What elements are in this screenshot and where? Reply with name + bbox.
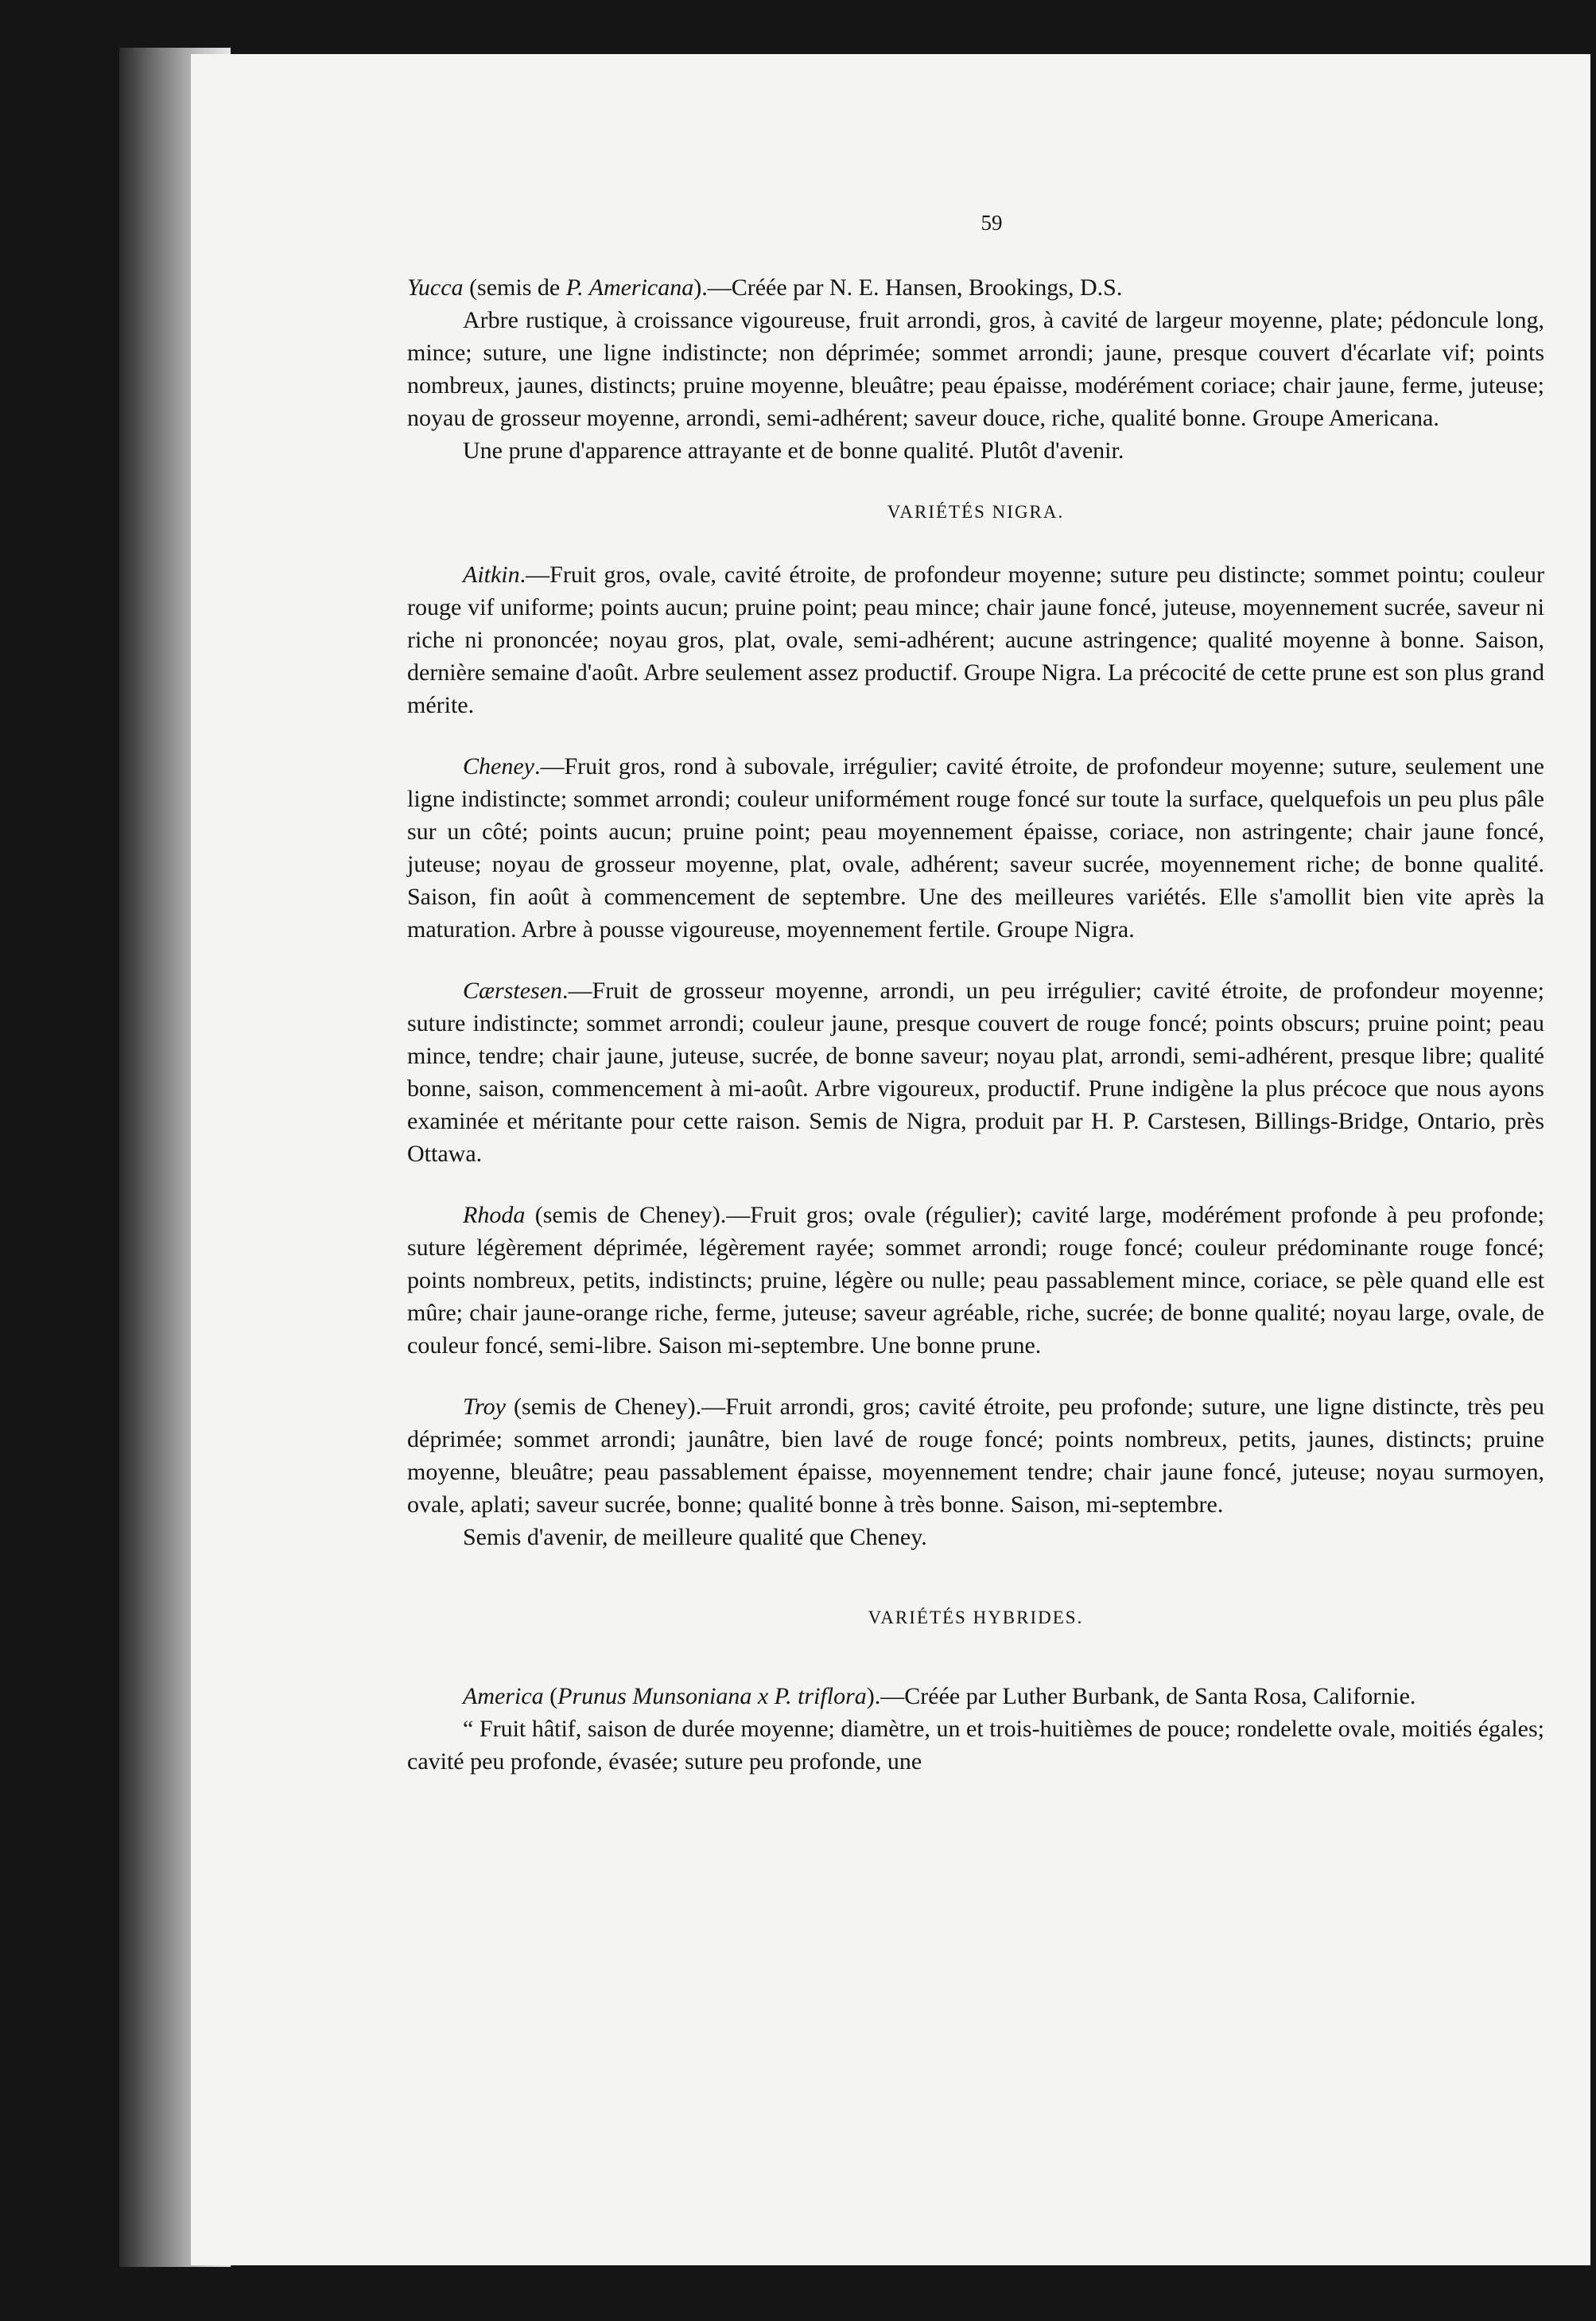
- entry-cheney: [407, 750, 1544, 946]
- variety-name-rhoda: Rhoda: [463, 1202, 526, 1228]
- yucca-lead-species: P. Americana: [565, 274, 694, 301]
- variety-name-troy: Troy: [463, 1394, 506, 1420]
- yucca-lead-tail: ).—Créée par N. E. Hansen, Brookings, D.S.: [693, 274, 1123, 301]
- section-heading-nigra: VARIÉTÉS NIGRA.: [887, 502, 1065, 522]
- america-quote: “ Fruit hâtif, saison de durée moyenne; diamètre, un et trois-huitièmes de pouce; rondelette ovale, moitiés égales; cavité peu profonde, évasée; suture peu profonde, une: [407, 1716, 1544, 1775]
- variety-name-yucca: Yucca: [407, 274, 464, 301]
- variety-name-aitkin: Aitkin: [463, 562, 520, 588]
- cheney-description: .—Fruit gros, rond à subovale, irrégulier; cavité étroite, de profondeur moyenne; suture, seulement une ligne indistincte; sommet arrondi; couleur uniformément rouge foncé sur toute la surface, quelquefois un peu plus pâle sur un côté; points aucun; pruine point; peau moyennement épaisse, coriace, non astringente; chair jaune foncé, juteuse; noyau de grosseur moyenne, plat, ovale, adhérent; saveur sucrée, moyennement riche; de bonne qualité. Saison, fin août à commencement de septembre. Une des meilleures variétés. Elle s'amollit bien vite après la maturation. Arbre à pousse vigoureuse, moyennement fertile. Groupe Nigra.: [407, 753, 1544, 943]
- variety-name-america: America: [463, 1683, 544, 1709]
- troy-note: Semis d'avenir, de meilleure qualité que Cheney.: [463, 1524, 927, 1550]
- variety-name-cheney: Cheney: [463, 753, 534, 779]
- rhoda-description: (semis de Cheney).—Fruit gros; ovale (régulier); cavité large, modérément profonde à peu profonde; suture légèrement déprimée, légèrement rayée; sommet arrondi; rouge foncé; couleur prédominante rouge foncé; points nombreux, petits, indistincts; pruine, légère ou nulle; peau passablement mince, coriace, se pèle quand elle est mûre; chair jaune-orange riche, ferme, juteuse; saveur agréable, riche, sucrée; de bonne qualité; noyau large, ovale, de couleur foncé, semi-libre. Saison mi-septembre. Une bonne prune.: [407, 1202, 1544, 1359]
- page-content: [407, 207, 1544, 1778]
- page-number: 59: [981, 211, 1003, 235]
- america-species: Prunus Munsoniana x P. triflora: [557, 1683, 867, 1709]
- america-tail: ).—Créée par Luther Burbank, de Santa Rosa, Californie.: [866, 1683, 1416, 1709]
- aitkin-description: .—Fruit gros, ovale, cavité étroite, de profondeur moyenne; suture peu distincte; sommet pointu; couleur rouge vif uniforme; points aucun; pruine point; peau mince; chair jaune foncé, juteuse, moyennement sucrée, saveur ni riche ni prononcée; noyau gros, plat, ovale, semi-adhérent; aucune astringence; qualité moyenne à bonne. Saison, dernière semaine d'août. Arbre seulement assez productif. Groupe Nigra. La précocité de cette prune est son plus grand mérite.: [407, 562, 1544, 718]
- yucca-description: Arbre rustique, à croissance vigoureuse, fruit arrondi, gros, à cavité de largeur moyenne, plate; pédoncule long, mince; suture, une ligne indistincte; non déprimée; sommet arrondi; jaune, presque couvert d'écarlate vif; points nombreux, jaunes, distincts; pruine moyenne, bleuâtre; peau épaisse, modérément coriace; chair jaune, ferme, juteuse; noyau de grosseur moyenne, arrondi, semi-adhérent; saveur douce, riche, qualité bonne. Groupe Americana.: [407, 307, 1544, 431]
- entry-rhoda: [407, 1199, 1544, 1362]
- entry-aitkin: [407, 558, 1544, 721]
- troy-description: (semis de Cheney).—Fruit arrondi, gros; cavité étroite, peu profonde; suture, une ligne distincte, très peu déprimée; sommet arrondi; jaunâtre, bien lavé de rouge foncé; points nombreux, petits, jaunes, distincts; pruine moyenne, bleuâtre; peau passablement épaisse, moyennement tendre; chair jaune foncé, juteuse; noyau surmoyen, ovale, aplati; saveur sucrée, bonne; qualité bonne à très bonne. Saison, mi-septembre.: [407, 1394, 1544, 1518]
- america-lead: (: [543, 1683, 558, 1709]
- yucca-note: Une prune d'apparence attrayante et de bonne qualité. Plutôt d'avenir.: [463, 437, 1124, 464]
- variety-name-carstesen: Cærstesen: [463, 978, 563, 1004]
- carstesen-description: .—Fruit de grosseur moyenne, arrondi, un peu irrégulier; cavité étroite, de profondeur moyenne; suture indistincte; sommet arrondi; couleur jaune, presque couvert de rouge foncé; points obscurs; pruine point; peau mince, tendre; chair jaune, juteuse, sucrée, de bonne saveur; noyau plat, arrondi, semi-adhérent, presque libre; qualité bonne, saison, commencement à mi-août. Arbre vigoureux, productif. Prune indigène la plus précoce que nous ayons examinée et méritante pour cette raison. Semis de Nigra, produit par H. P. Carstesen, Billings-Bridge, Ontario, près Ottawa.: [407, 978, 1544, 1167]
- entry-troy: [407, 1390, 1544, 1521]
- yucca-lead: (semis de: [463, 274, 566, 301]
- entry-carstesen: [407, 974, 1544, 1170]
- section-heading-hybrid: VARIÉTÉS HYBRIDES.: [868, 1608, 1084, 1627]
- entry-yucca: [407, 271, 1544, 304]
- entry-america: [407, 1680, 1544, 1713]
